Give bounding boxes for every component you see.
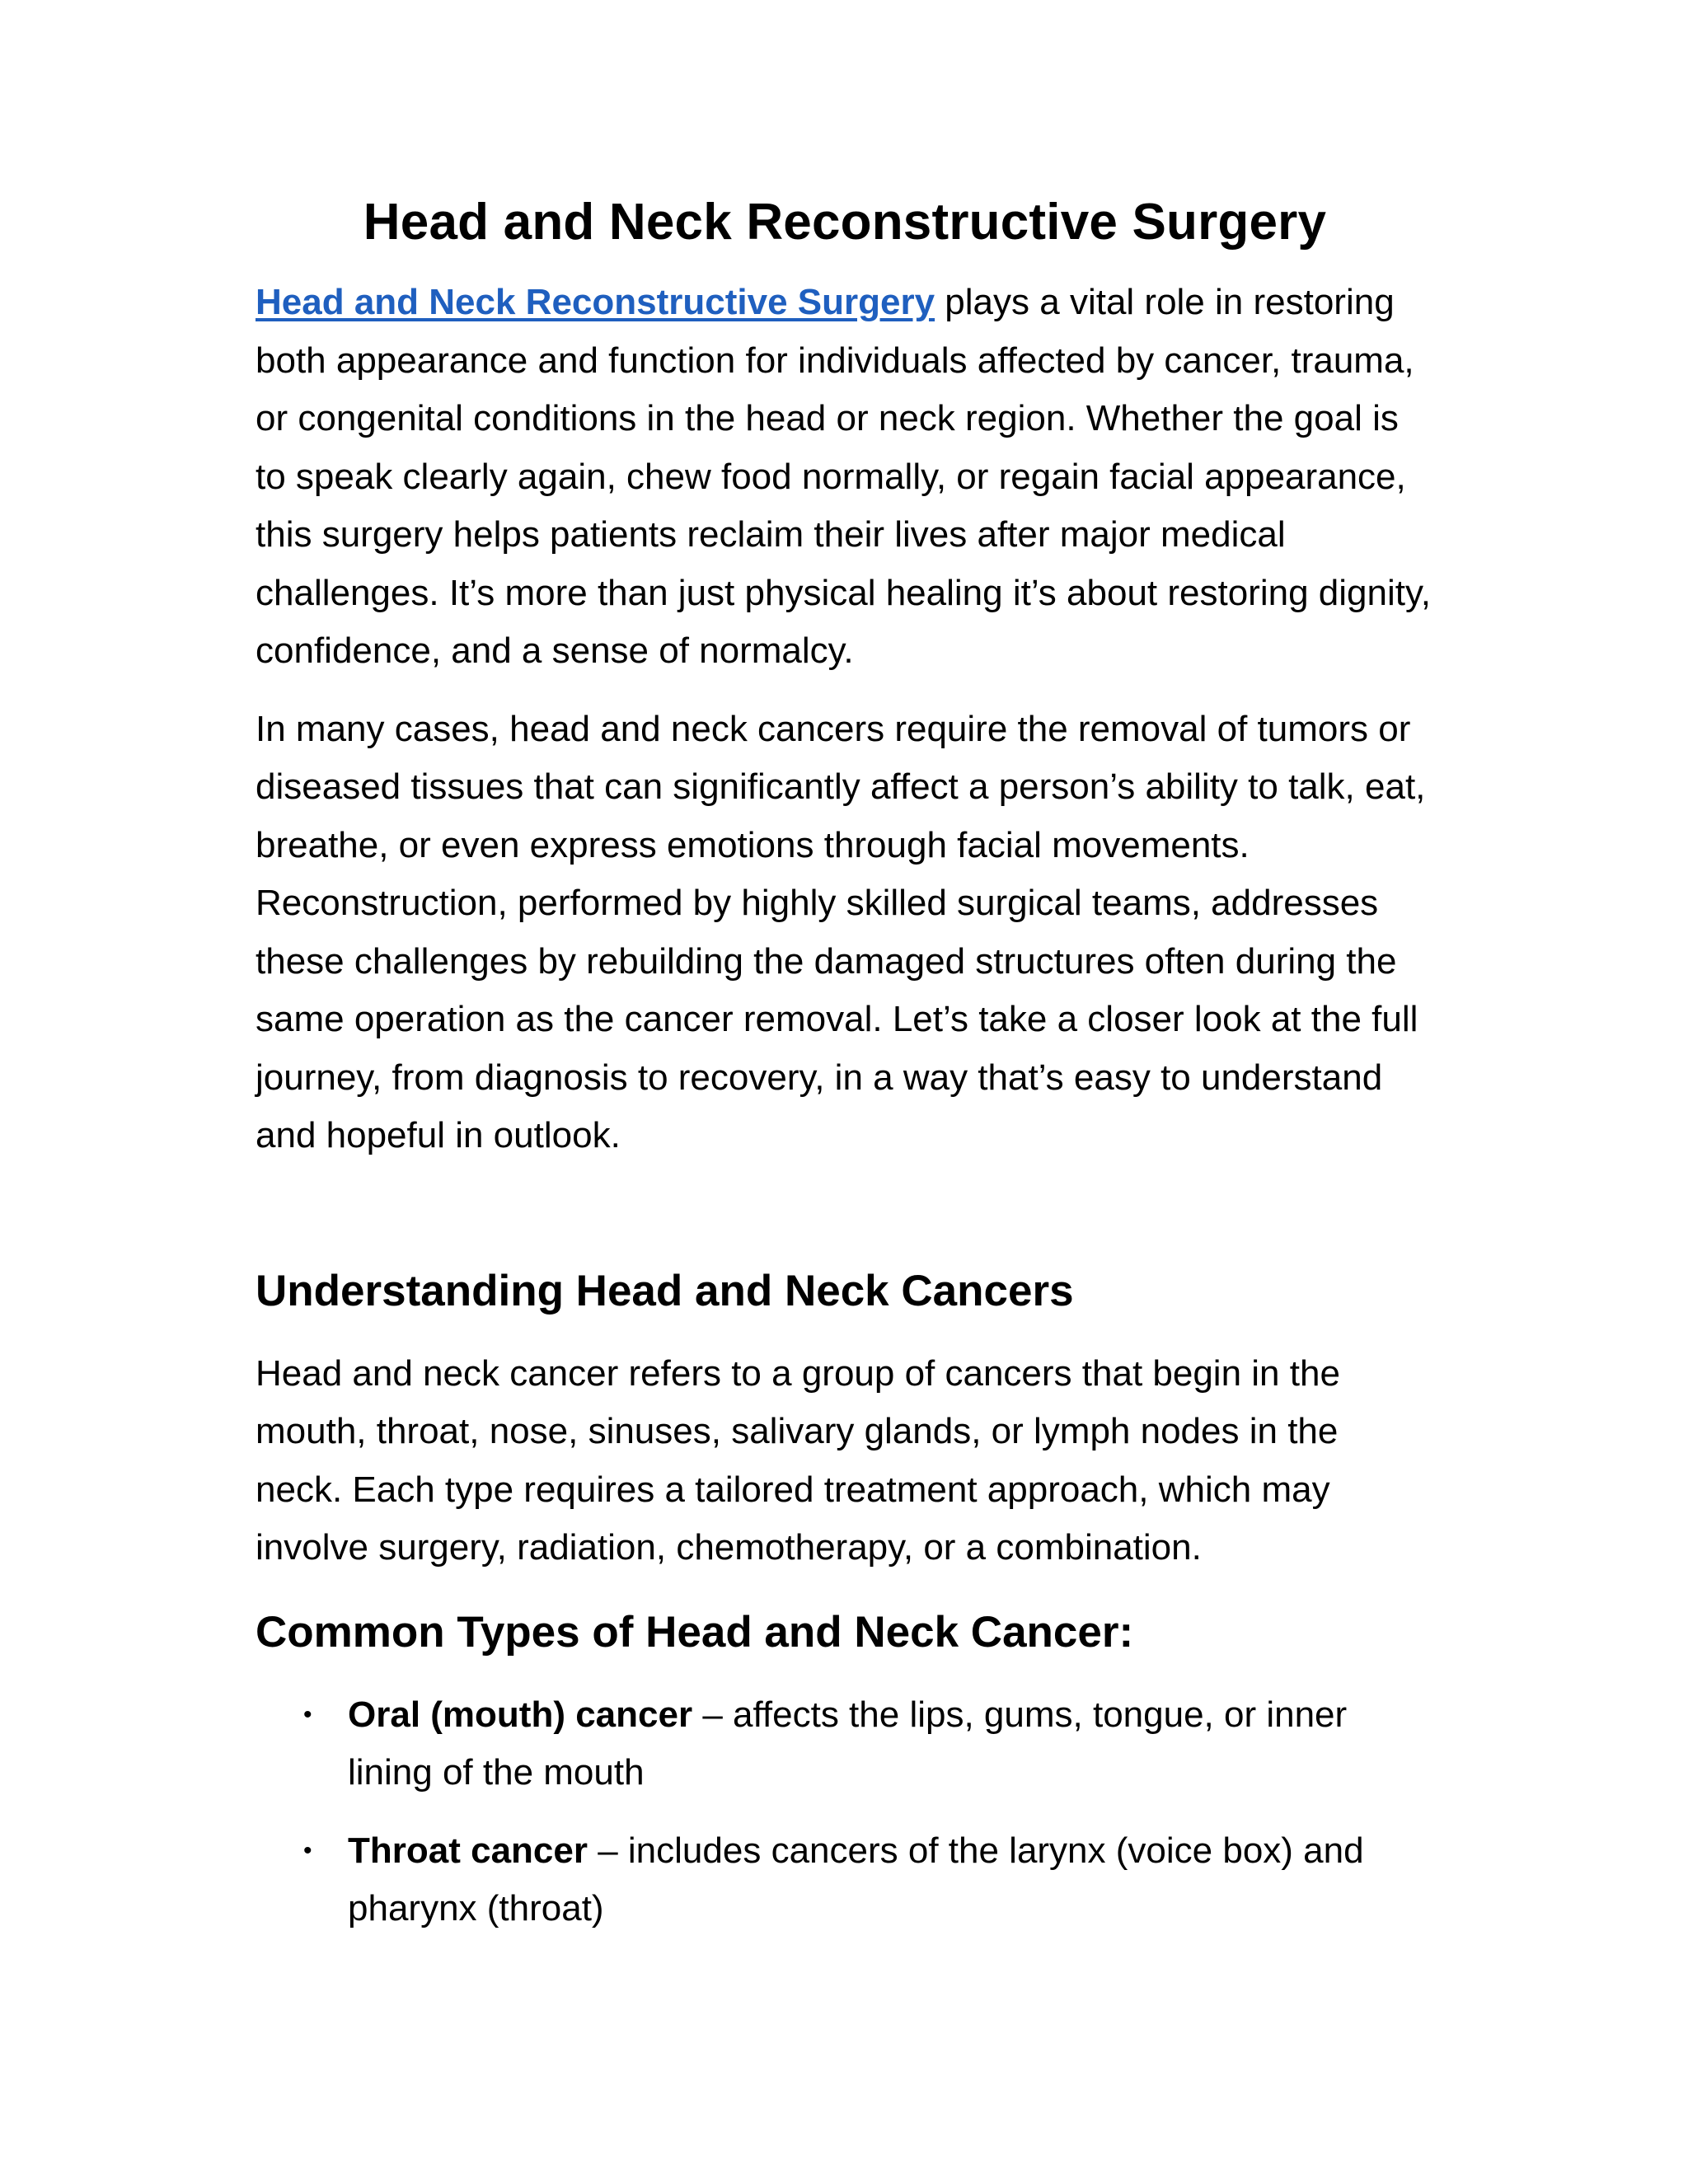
cancer-types-list xyxy=(256,1686,1434,1938)
document-page xyxy=(256,190,1434,1958)
document-title: Head and Neck Reconstructive Surgery xyxy=(363,194,1327,251)
intro-text: plays a vital role in restoring both appearance and function for individuals affected by cancer, trauma, or congenital conditions in the head or neck region. Whether the goal is to speak clearly again, chew food normally, or regain facial appearance, this surgery helps patients reclaim their lives after major medical challenges. It’s more than just physical healing it’s about restoring dignity, confidence, and a sense of normalcy. xyxy=(256,282,1431,671)
list-item-term: Throat cancer xyxy=(348,1830,588,1871)
surgery-link[interactable]: Head and Neck Reconstructive Surgery xyxy=(256,282,935,322)
understanding-paragraph: Head and neck cancer refers to a group of cancers that begin in the mouth, throat, nose, sinuses, salivary glands, or lymph nodes in the neck. Each type requires a tailored treatment approach, which may involve surgery, radiation, chemotherapy, or a combination. xyxy=(256,1352,1340,1568)
bullet-icon: • xyxy=(303,1836,312,1864)
bullet-icon: • xyxy=(303,1700,312,1728)
section-heading-common-types: Common Types of Head and Neck Cancer: xyxy=(256,1607,1134,1657)
list-item-term: Oral (mouth) cancer xyxy=(348,1694,693,1735)
list-item-text: – affects the lips, gums, tongue, or inner lining of the mouth xyxy=(348,1694,1348,1793)
list-item-throat-cancer xyxy=(256,1822,1434,1938)
list-item-oral-cancer xyxy=(256,1686,1434,1802)
cancer-removal-paragraph: In many cases, head and neck cancers require the removal of tumors or diseased tissues that can significantly affect a person’s ability to talk, eat, breathe, or even express emotions through facial movements. Reconstruction, performed by highly skilled surgical teams, addresses these challenges by rebuilding the damaged structures often during the same operation as the cancer removal. Let’s take a closer look at the full journey, from diagnosis to recovery, in a way that’s easy to understand and hopeful in outlook. xyxy=(256,708,1426,1155)
section-heading-understanding: Understanding Head and Neck Cancers xyxy=(256,1266,1074,1315)
list-item-text: – includes cancers of the larynx (voice box) and pharynx (throat) xyxy=(348,1830,1364,1929)
intro-paragraph xyxy=(256,274,1434,681)
